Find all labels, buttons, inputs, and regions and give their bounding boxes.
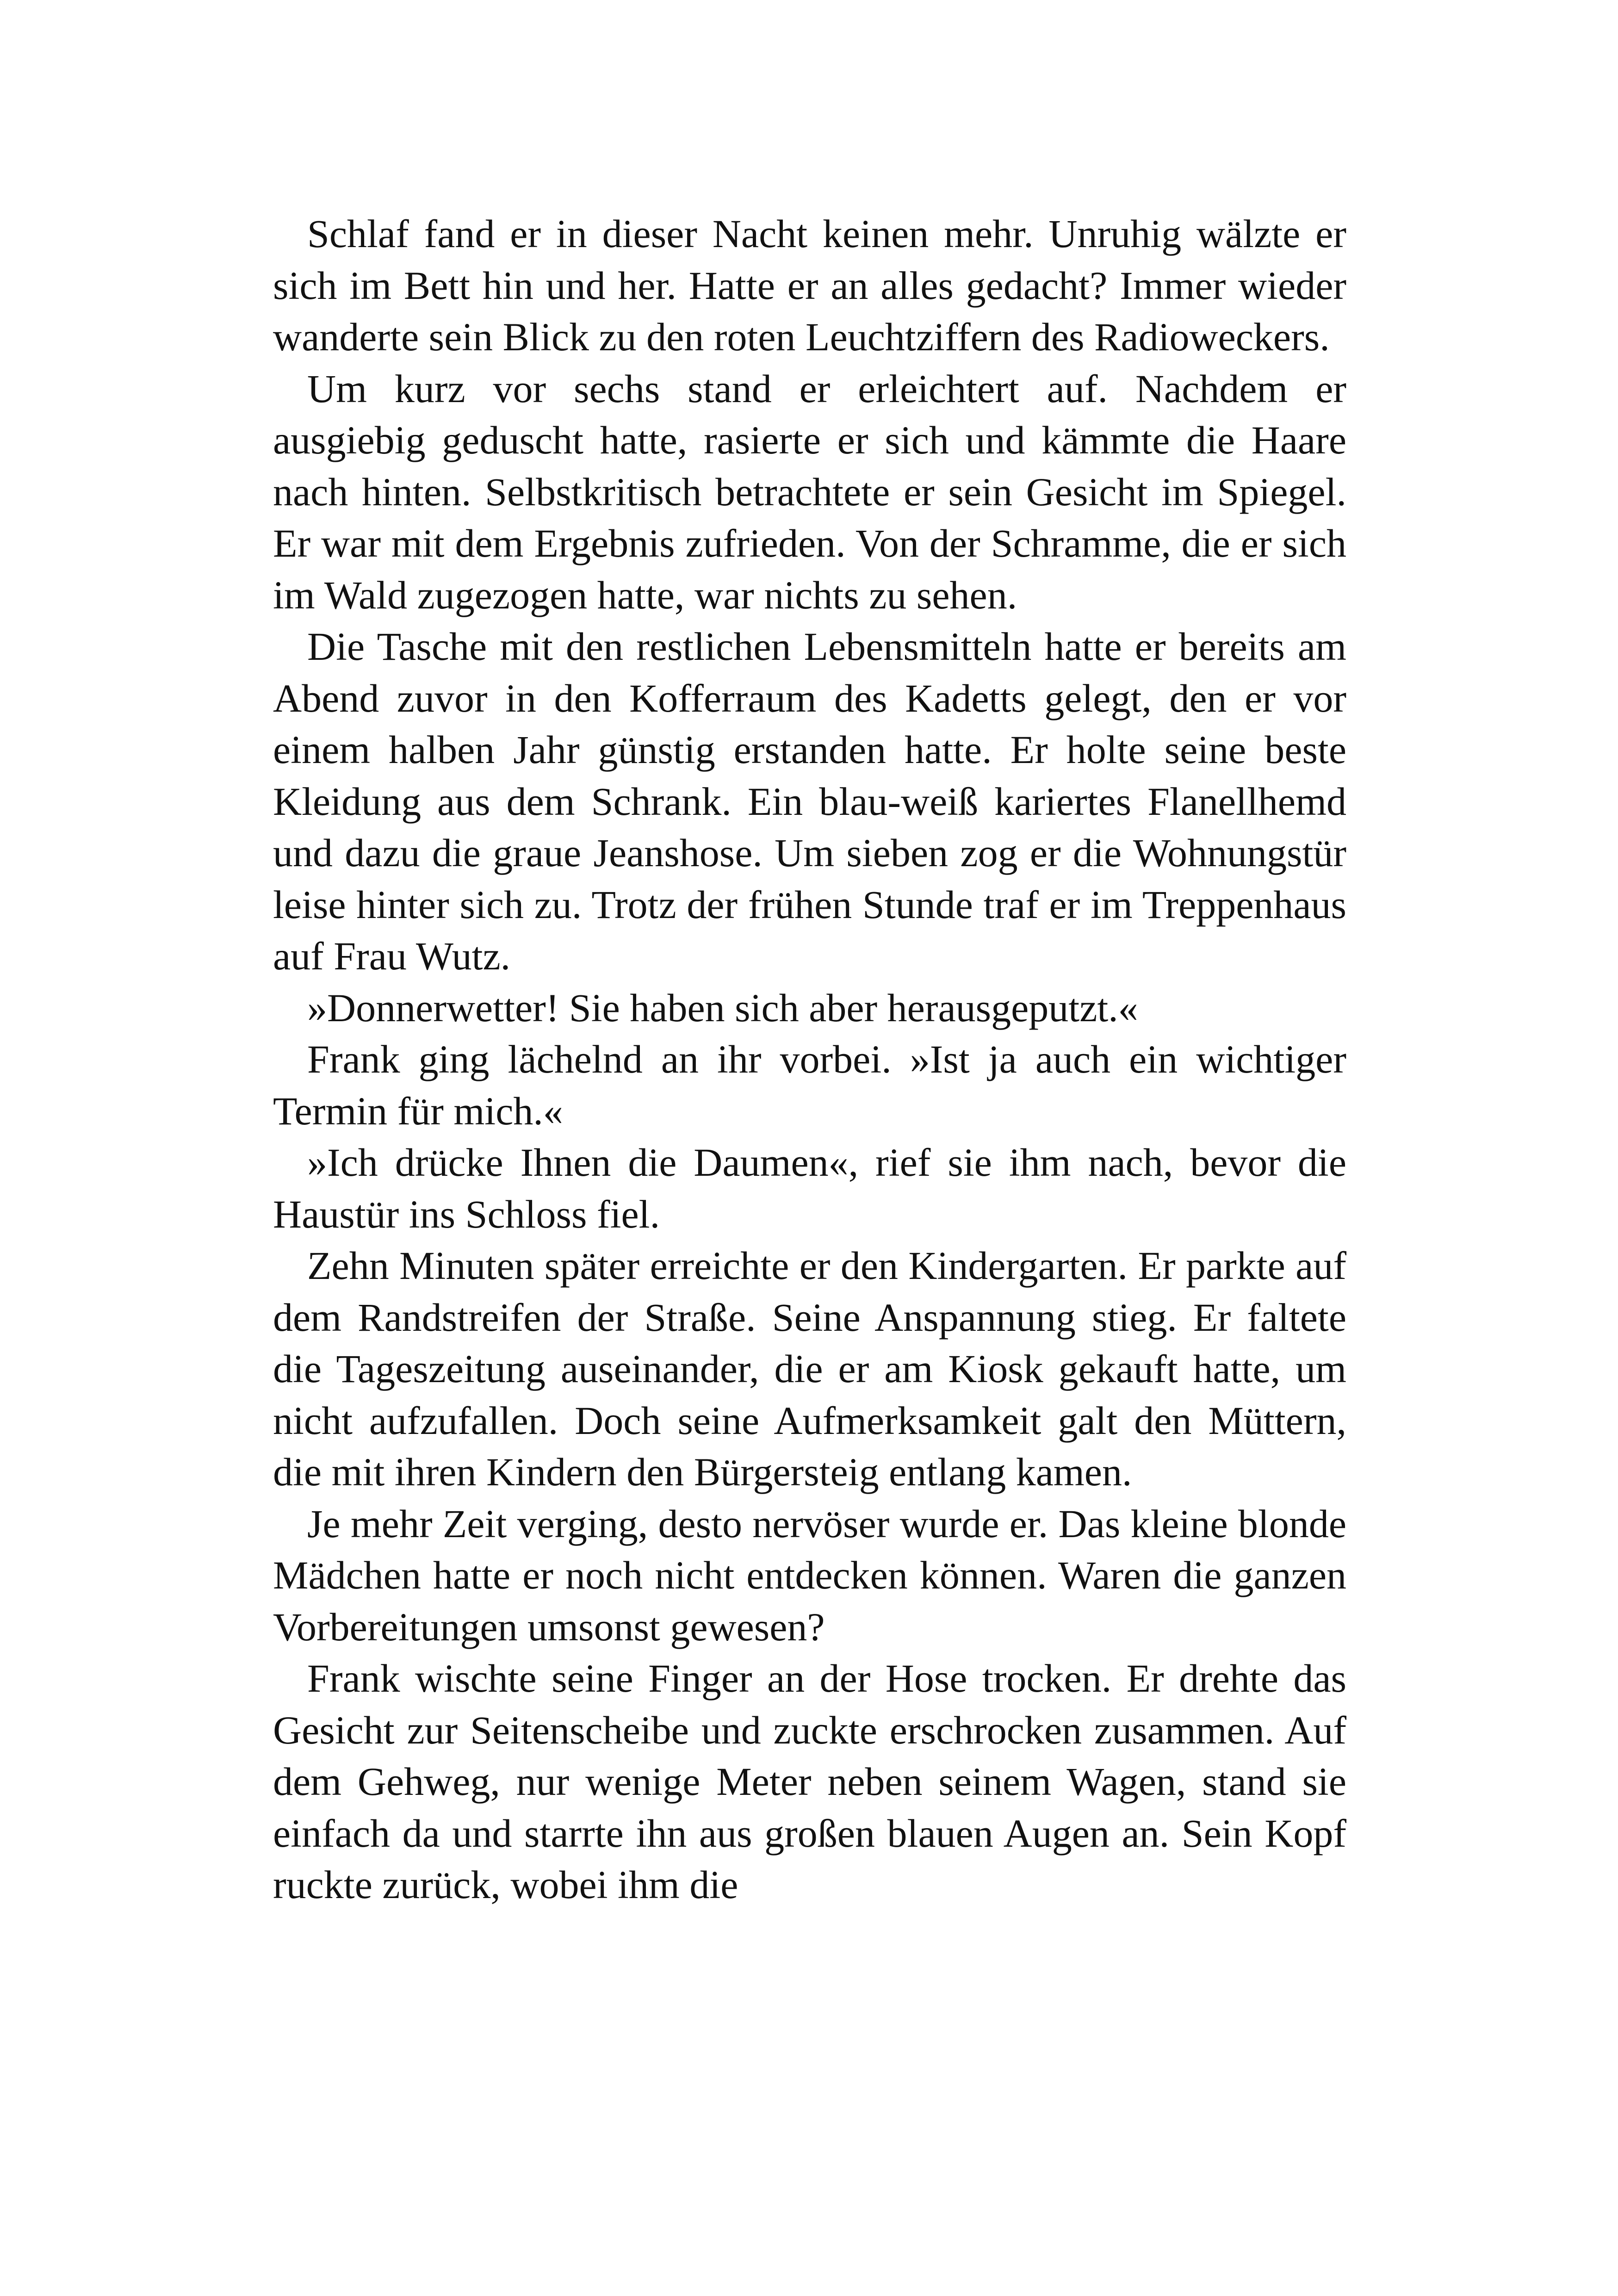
- paragraph-2: Um kurz vor sechs stand er erleichtert auf. Nachdem er ausgiebig geduscht hatte, rasierte er sich und kämmte die Haare nach hinten. Selbstkritisch betrachtete er sein Gesicht im Spiegel. Er war mit dem Ergebnis zufrieden. Von der Schramme, die er sich im Wald zugezogen hatte, war nichts zu sehen.: [273, 366, 1346, 617]
- paragraph-8: Je mehr Zeit verging, desto nervöser wurde er. Das kleine blonde Mädchen hatte er noch nicht entdecken können. Waren die ganzen Vorbereitungen umsonst gewesen?: [273, 1501, 1346, 1649]
- paragraph-7: Zehn Minuten später erreichte er den Kindergarten. Er parkte auf dem Randstreifen der Straße. Seine Anspannung stieg. Er faltete die Tageszeitung auseinander, die er am Kiosk gekauft hatte, um nicht aufzufallen. Doch seine Aufmerksamkeit galt den Müttern, die mit ihren Kindern den Bürgersteig entlang kamen.: [273, 1243, 1346, 1494]
- paragraph-5: Frank ging lächelnd an ihr vorbei. »Ist ja auch ein wichtiger Termin für mich.«: [273, 1037, 1346, 1133]
- paragraph-9: Frank wischte seine Finger an der Hose trocken. Er drehte das Gesicht zur Seitenscheibe und zuckte erschrocken zusammen. Auf dem Gehweg, nur wenige Meter neben seinem Wagen, stand sie einfach da und starrte ihn aus großen blauen Augen an. Sein Kopf ruckte zurück, wobei ihm die: [273, 1656, 1346, 1907]
- body-text: [273, 208, 1346, 1911]
- paragraph-4: »Donnerwetter! Sie haben sich aber herausgeputzt.«: [307, 985, 1138, 1030]
- paragraph-6: »Ich drücke Ihnen die Daumen«, rief sie ihm nach, bevor die Haustür ins Schloss fiel.: [273, 1140, 1346, 1236]
- paragraph-3: Die Tasche mit den restlichen Lebensmitteln hatte er bereits am Abend zuvor in den Kofferraum des Kadetts gelegt, den er vor einem halben Jahr günstig erstanden hatte. Er holte seine beste Kleidung aus dem Schrank. Ein blau-weiß kariertes Flanellhemd und dazu die graue Jeanshose. Um sieben zog er die Wohnungstür leise hinter sich zu. Trotz der frühen Stunde traf er im Treppenhaus auf Frau Wutz.: [273, 624, 1346, 978]
- paragraph-1: Schlaf fand er in dieser Nacht keinen mehr. Unruhig wälzte er sich im Bett hin und her. Hatte er an alles gedacht? Immer wieder wanderte sein Blick zu den roten Leuchtziffern des Radioweckers.: [273, 211, 1346, 359]
